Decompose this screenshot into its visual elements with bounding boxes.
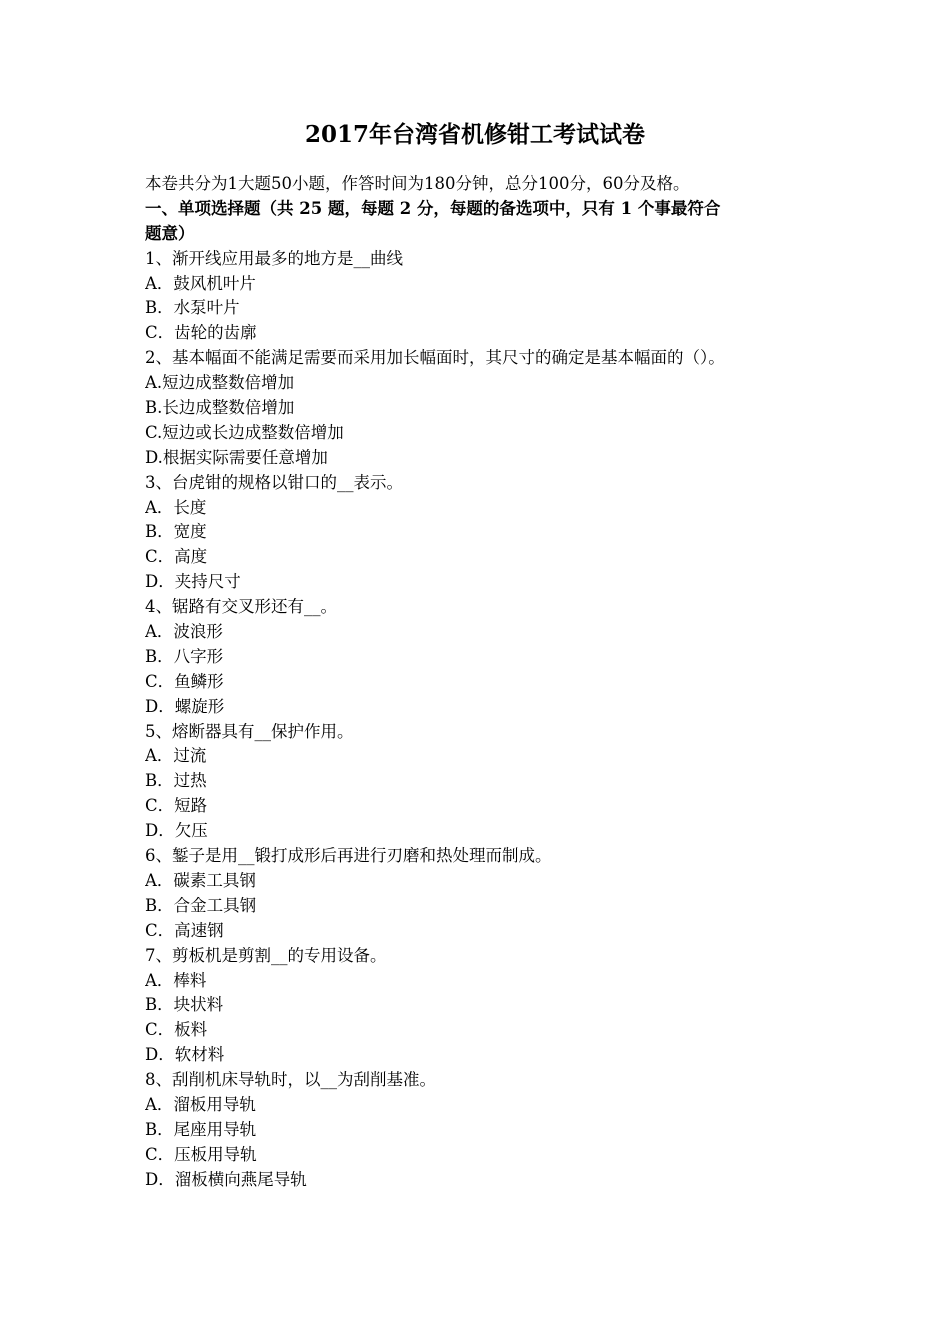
option: A．长度	[145, 497, 207, 517]
section-heading-line-2: 题意）	[145, 223, 195, 243]
question-text: 4、锯路有交叉形还有__。	[145, 597, 337, 617]
question-text: 6、錾子是用__锻打成形后再进行刃磨和热处理而制成。	[145, 846, 552, 866]
question-text: 8、刮削机床导轨时，以__为刮削基准。	[145, 1070, 436, 1090]
option: D．夹持尺寸	[145, 572, 241, 592]
question-3	[145, 471, 815, 595]
question-text: 1、渐开线应用最多的地方是__曲线	[145, 248, 403, 268]
question-text: 7、剪板机是剪割__的专用设备。	[145, 945, 387, 965]
option: D．溜板横向燕尾导轨	[145, 1169, 307, 1189]
option: C．板料	[145, 1020, 208, 1040]
question-8	[145, 1068, 815, 1192]
option: B．宽度	[145, 522, 207, 542]
option: D.根据实际需要任意增加	[145, 447, 328, 467]
exam-intro: 本卷共分为1大题50小题，作答时间为180分钟，总分100分，60分及格。	[145, 174, 690, 193]
option: C．高速钢	[145, 920, 224, 940]
question-1	[145, 247, 815, 347]
option: A．溜板用导轨	[145, 1094, 256, 1114]
option: A．过流	[145, 746, 207, 766]
option: A.短边成整数倍增加	[145, 373, 295, 393]
option: B．水泵叶片	[145, 298, 240, 318]
option: C．高度	[145, 547, 208, 567]
question-4	[145, 595, 815, 719]
option: A．波浪形	[145, 622, 223, 642]
option: B．过热	[145, 771, 207, 791]
option: D．欠压	[145, 821, 208, 841]
question-text: 2、基本幅面不能满足需要而采用加长幅面时，其尺寸的确定是基本幅面的（）。	[145, 348, 725, 368]
option: A．棒料	[145, 970, 207, 990]
option: C．短路	[145, 796, 208, 816]
option: B．合金工具钢	[145, 895, 257, 915]
option: C．压板用导轨	[145, 1144, 257, 1164]
question-text: 3、台虎钳的规格以钳口的__表示。	[145, 472, 403, 492]
option: A．碳素工具钢	[145, 870, 256, 890]
section-heading-line-1: 一、单项选择题（共 25 题，每题 2 分，每题的备选项中，只有 1 个事最符合	[145, 198, 721, 218]
option: C．鱼鳞形	[145, 671, 224, 691]
question-text: 5、熔断器具有__保护作用。	[145, 721, 354, 741]
option: B．块状料	[145, 995, 224, 1015]
option: C.短边或长边成整数倍增加	[145, 422, 344, 442]
exam-title: 2017年台湾省机修钳工考试试卷	[304, 121, 645, 148]
option: B．八字形	[145, 646, 224, 666]
question-7	[145, 944, 815, 1068]
question-6	[145, 844, 815, 944]
option: C．齿轮的齿廓	[145, 323, 257, 343]
question-2	[145, 346, 815, 470]
option: D．螺旋形	[145, 696, 225, 716]
option: A．鼓风机叶片	[145, 273, 256, 293]
option: D．软材料	[145, 1045, 225, 1065]
option: B．尾座用导轨	[145, 1119, 257, 1139]
question-5	[145, 720, 815, 844]
option: B.长边成整数倍增加	[145, 398, 295, 418]
exam-content	[145, 172, 815, 1193]
